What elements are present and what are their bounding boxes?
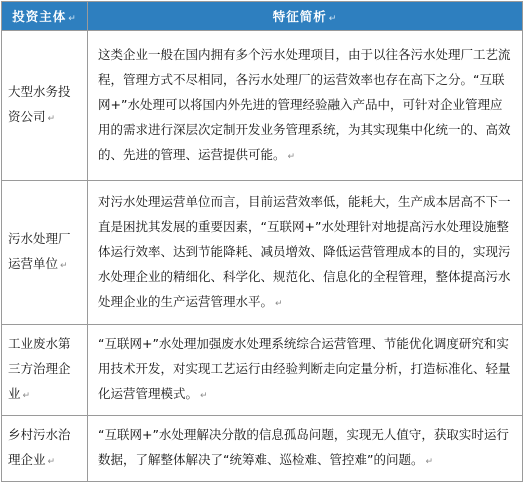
table-header-row bbox=[2, 2, 523, 31]
table-row bbox=[2, 31, 523, 181]
row-description: 对污水处理运营单位而言，目前运营效率低，能耗大，生产成本居高不下一直是困扰其发展的重要因素，“互联网+”水处理针对地提高污水处理设施整体运行效率、达到节能降耗、减员增效、降低运营管理成本的目的，实现污水处理企业的精细化、科学化、规范化、信息化的全程管理，整体提高污水处理企业的生产运营管理水平。 ↵ bbox=[88, 181, 523, 325]
row-subject: 大型水务投资公司 ↵ bbox=[2, 31, 88, 181]
row-subject: 污水处理厂运营单位 ↵ bbox=[2, 181, 88, 325]
row-description: “互联网+”水处理解决分散的信息孤岛问题，实现无人值守，获取实时运行数据，了解整体解决了“统筹难、巡检难、管控难”的问题。 ↵ bbox=[88, 416, 523, 482]
row-subject: 乡村污水治理企业 ↵ bbox=[2, 416, 88, 482]
header-feature-analysis: 特征简析 ↵ bbox=[88, 2, 523, 31]
row-description: “互联网+”水处理加强废水处理系统综合运营管理、节能优化调度研究和实用技术开发，对实现工艺运行由经验判断走向定量分析，打造标准化、轻量化运营管理模式。 ↵ bbox=[88, 325, 523, 416]
row-subject: 工业废水第三方治理企业 ↵ bbox=[2, 325, 88, 416]
table-row bbox=[2, 181, 523, 325]
investment-subject-table bbox=[1, 1, 523, 482]
table-row bbox=[2, 416, 523, 482]
table-row bbox=[2, 325, 523, 416]
header-investment-subject: 投资主体 ↵ bbox=[2, 2, 88, 31]
row-description: 这类企业一般在国内拥有多个污水处理项目，由于以往各污水处理厂工艺流程，管理方式不尽相同，各污水处理厂的运营效率也存在高下之分。“互联网+”水处理可以将国内外先进的管理经验融入产品中，可针对企业管理应用的需求进行深层次定制开发业务管理系统，为其实现集中化统一的、高效的、先进的管理、运营提供可能。 ↵ bbox=[88, 31, 523, 181]
